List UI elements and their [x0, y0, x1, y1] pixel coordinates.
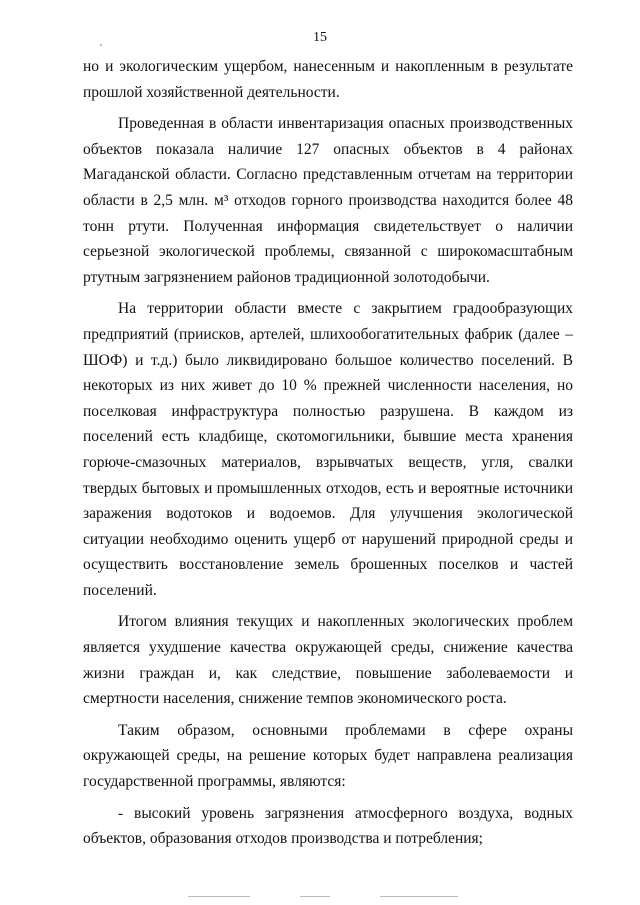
list-item-pollution: - высокий уровень загрязнения атмосферного воздуха, водных объектов, образования отходов производства и потребления;	[83, 804, 573, 848]
scan-artifact-bottom-2	[300, 896, 330, 897]
paragraph-main-problems: Таким образом, основными проблемами в сфере охраны окружающей среды, на решение которых будет направлена реализация государственной программы, являются:	[83, 721, 573, 791]
scan-artifact-left	[100, 44, 102, 46]
paragraph-settlements: На территории области вместе с закрытием градообразующих предприятий (приисков, артелей, шлихообогатительных фабрик (далее – ШОФ) и т.д.) было ликвидировано большое количество поселений. В некоторых из них живет до 10 % прежней численности населения, но поселковая инфраструктура полностью разрушена. В каждом из поселений есть кладбище, скотомогильники, бывшие места хранения горюче-смазочных материалов, взрывчатых веществ, угля, свалки твердых бытовых и промышленных отходов, есть и вероятные источники заражения водотоков и водоемов. Для улучшения экологической ситуации необходимо оценить ущерб от нарушений природной среды и осуществить восстановление земель брошенных поселков и частей поселений.	[83, 300, 573, 599]
page-number: 15	[313, 30, 327, 45]
scan-artifact-bottom-1	[188, 896, 250, 897]
paragraph-continuation: но и экологическим ущербом, нанесенным и накопленным в результате прошлой хозяйственной деятельности.	[83, 58, 573, 101]
scan-artifact-bottom-3	[380, 896, 458, 897]
paragraph-inventory: Проведенная в области инвентаризация опасных производственных объектов показала наличие 127 опасных объектов в 4 районах Магаданской области. Согласно представленным отчетам на территории области в 2,5 млн. м³ отходов горного производства находится более 48 тонн ртути. Полученная информация свидетельствует о наличии серьезной экологической проблемы, связанной с широкомасштабным ртутным загрязнением районов традиционной золотодобычи.	[83, 115, 573, 286]
document-body	[83, 54, 573, 852]
paragraph-consequences: Итогом влияния текущих и накопленных экологических проблем является ухудшение качества окружающей среды, снижение качества жизни граждан и, как следствие, повышение заболеваемости и смертности населения, снижение темпов экономического роста.	[83, 613, 573, 708]
